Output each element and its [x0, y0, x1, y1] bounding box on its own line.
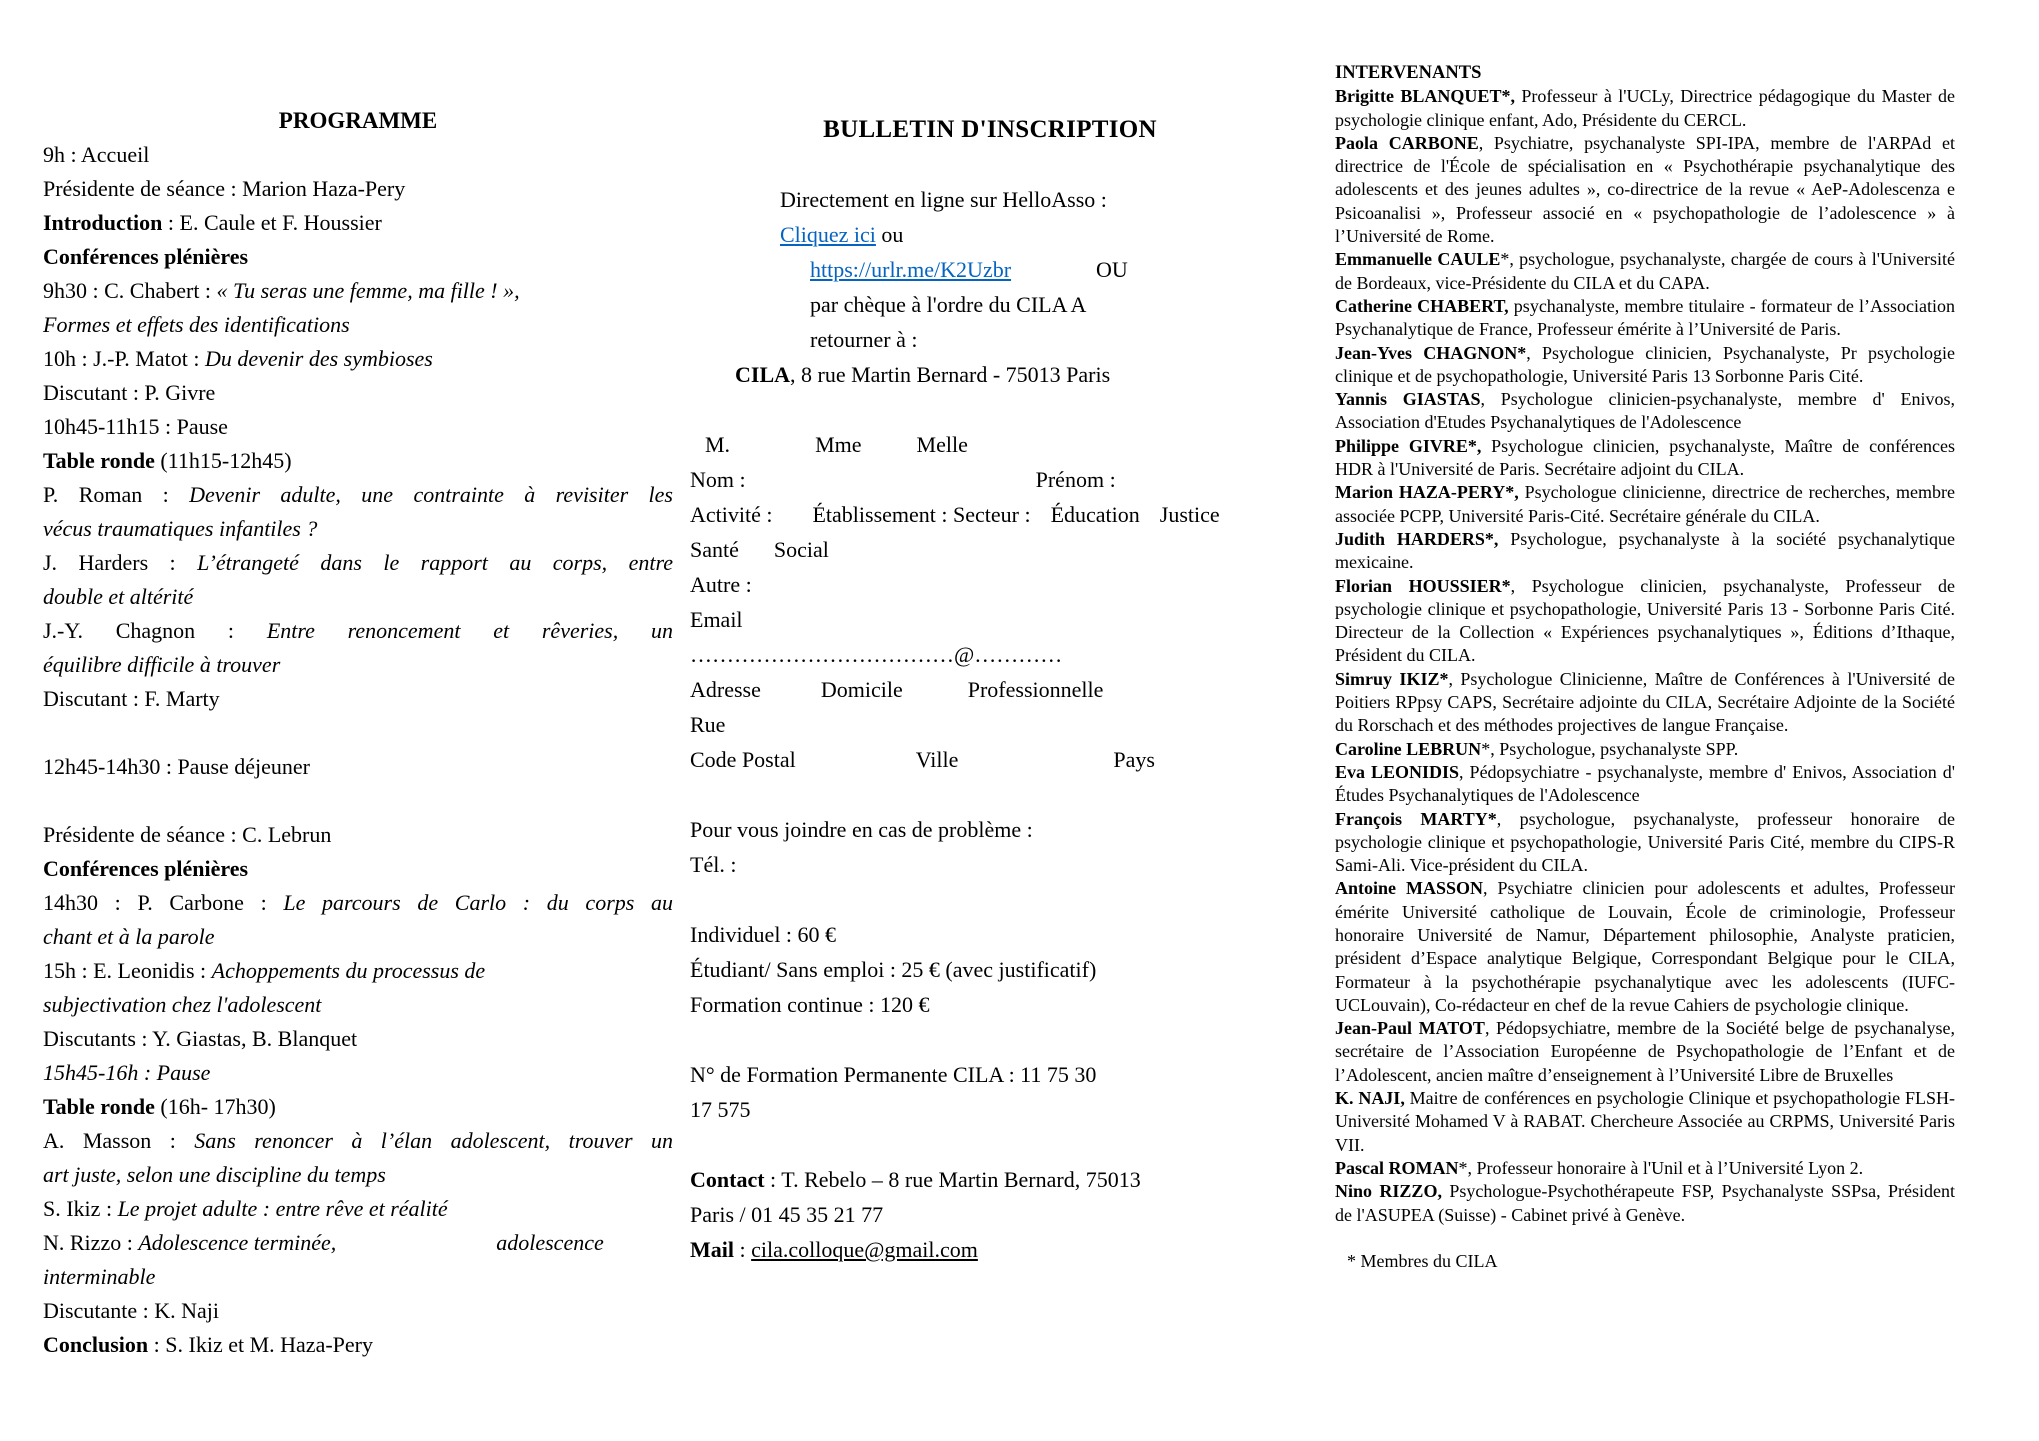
text-line	[1335, 738, 1955, 761]
field-label-tel: Tél. :	[690, 852, 737, 877]
text-line	[1335, 1180, 1955, 1227]
text-line	[1335, 248, 1955, 295]
text-run: , 8 rue Martin Bernard - 75013 Paris	[790, 362, 1111, 387]
text-run: 9h30 : C. Chabert :	[43, 278, 217, 303]
registration-url-link[interactable]: https://urlr.me/K2Uzbr	[810, 257, 1012, 282]
text-run: Pays	[1113, 747, 1155, 772]
text-run: , Pédopsychiatre, membre de la Société belge de psychanalyse, secrétaire de l’Association Européenne de Psychopathologie de l’Enfant et de l’Adolescent, ancien maître d’enseignement à l’Université Libre de Bruxelles	[1335, 1018, 1955, 1085]
civility-mme: Mme	[815, 432, 862, 457]
text-run: équilibre difficile à trouver	[43, 652, 281, 677]
text-run: Justice	[1159, 502, 1220, 527]
text-line	[690, 497, 1290, 532]
text-line	[1335, 575, 1955, 668]
text-line	[43, 988, 673, 1022]
text-line	[43, 1328, 673, 1362]
spacer-gap	[903, 696, 968, 697]
text-run: Mail	[690, 1237, 734, 1262]
text-run: , Pédopsychiatre - psychanalyste, membre d' Enivos, Association d' Études Psychanalytiques de l'Adolescence	[1335, 761, 1955, 806]
cila-members-footnote: * Membres du CILA	[1347, 1251, 1498, 1272]
text-run: Sans renoncer à l’élan adolescent, trouver un	[194, 1128, 673, 1153]
spacer-gap	[1140, 521, 1160, 522]
field-label-activite: Activité :	[690, 502, 773, 527]
text-run: Table ronde	[43, 448, 155, 473]
text-run: Santé	[690, 537, 739, 562]
text-run: Pascal ROMAN	[1335, 1157, 1459, 1178]
speakers-title: INTERVENANTS	[1335, 63, 1482, 83]
text-run: Discutants : Y. Giastas, B. Blanquet	[43, 1026, 358, 1051]
registration-column	[690, 112, 1290, 1267]
text-line	[43, 1056, 673, 1090]
text-run: Domicile	[820, 677, 903, 702]
text-run: Table ronde	[43, 1094, 155, 1119]
text-run: *, Psychologue, psychanalyste SPP.	[1481, 738, 1739, 759]
text-run: , Psychologue clinicien, psychanalyste, Professeur de psychologie clinique et psychopathologie, Université Paris 13 - Sorbonne Paris Cité. Directeur de la Collection « Expériences psychanalytiques », Éditions d’Ithaque, Président du CILA.	[1335, 575, 1955, 666]
text-run: Judith HARDERS*,	[1335, 528, 1499, 549]
text-run: François MARTY*	[1335, 808, 1497, 829]
text-line	[1335, 1087, 1955, 1157]
text-run: Paris / 01 45 35 21 77	[690, 1202, 884, 1227]
text-run: , psychologue, psychanalyste, professeur honoraire de psychologie clinique et psychopathologie, Université Paris Cité, membre du CIPS-R Sami-Ali. Vice-président du CILA.	[1335, 808, 1955, 876]
text-line	[43, 818, 673, 852]
text-run: Adresse	[690, 677, 761, 702]
text-line	[43, 172, 673, 206]
blank-line	[690, 1127, 1290, 1162]
text-line	[1335, 1250, 1955, 1273]
blank-line	[690, 882, 1290, 917]
text-run: Conclusion	[43, 1332, 149, 1357]
text-run: adolescence	[496, 1230, 604, 1255]
text-run: Discutante : K. Naji	[43, 1298, 219, 1323]
registration-lines	[690, 147, 1290, 1267]
text-run: 9h : Accueil	[43, 142, 150, 167]
text-line	[690, 1197, 1290, 1232]
text-line	[43, 648, 673, 682]
text-run: A. Masson :	[43, 1128, 195, 1153]
spacer-gap	[796, 766, 916, 767]
price-etudiant: Étudiant/ Sans emploi : 25 € (avec justificatif)	[690, 957, 1097, 982]
text-run: Psychologue, psychanalyste à la société psychanalytique mexicaine.	[1335, 528, 1956, 573]
text-run: Conférences plénières	[43, 856, 249, 881]
text-run: subjectivation chez l'adolescent	[43, 992, 322, 1017]
text-line	[43, 410, 673, 444]
text-run: Paola CARBONE	[1335, 132, 1479, 153]
text-run: N° de Formation Permanente CILA : 11 75 30	[690, 1062, 1097, 1087]
text-run: 15h45-16h : Pause	[43, 1060, 211, 1085]
text-line	[43, 580, 673, 614]
text-line	[690, 357, 1290, 392]
text-run: Yannis GIASTAS	[1335, 389, 1481, 410]
text-run: K. NAJI,	[1335, 1088, 1405, 1109]
text-line	[690, 217, 1290, 252]
text-line	[1335, 388, 1955, 435]
text-run: Introduction	[43, 210, 163, 235]
text-run: Le projet adulte : entre rêve et réalité	[117, 1196, 448, 1221]
text-run: :	[734, 1237, 752, 1262]
text-line	[43, 308, 673, 342]
text-line	[43, 240, 673, 274]
text-line	[1335, 481, 1955, 528]
contact-email-link[interactable]: cila.colloque@gmail.com	[751, 1237, 978, 1262]
text-run: Florian HOUSSIER*	[1335, 575, 1511, 596]
text-run: *, Professeur honoraire à l'Unil et à l’Université Lyon 2.	[1458, 1157, 1864, 1178]
text-line	[43, 1124, 673, 1158]
field-label-rue: Rue	[690, 712, 726, 737]
text-run: Jean-Paul MATOT	[1335, 1018, 1485, 1039]
text-run: Adolescence terminée,	[138, 1230, 337, 1255]
text-run: Emmanuelle CAULE	[1335, 249, 1501, 270]
text-run: Devenir adulte, une contrainte à revisiter les	[189, 482, 673, 507]
text-run: (16h- 17h30)	[154, 1094, 276, 1119]
spacer-gap	[336, 1249, 496, 1250]
text-run: Discutant : P. Givre	[43, 380, 216, 405]
spacer-gap	[958, 766, 1113, 767]
text-line	[43, 274, 673, 308]
text-run: 14h30 : P. Carbone :	[43, 890, 284, 915]
text-run: 10h : J.-P. Matot :	[43, 346, 205, 371]
speakers-lines	[1335, 85, 1955, 1273]
text-line	[43, 478, 673, 512]
text-line	[690, 952, 1290, 987]
text-run: psychanalyste, membre titulaire - formateur de l’Association Psychanalytique de France, Professeur émérite à l’Université de Paris.	[1335, 295, 1955, 340]
program-column	[43, 104, 673, 1362]
text-line	[690, 1162, 1290, 1197]
text-run: , Psychiatre, psychanalyste SPI-IPA, membre de l'ARPAd et directrice de l'École de spécialisation en « Psychothérapie psychanalytique des adolescents et des jeunes adultes », co-directrice de la revue « AeP-Adolescenza e Psicoanalisi », Professeur associé en « psychopathologie de l’adolescence » à l’Université de Rome.	[1335, 132, 1955, 247]
text-line	[690, 812, 1290, 847]
registration-title: BULLETIN D'INSCRIPTION	[823, 116, 1157, 143]
text-line	[690, 252, 1290, 287]
text-run: Le parcours de Carlo : du corps au	[283, 890, 673, 915]
text-run: Antoine MASSON	[1335, 878, 1484, 899]
text-run: Jean-Yves CHAGNON*	[1335, 342, 1527, 363]
spacer-gap	[862, 451, 917, 452]
spacer-gap	[1011, 276, 1096, 277]
text-run: Marion HAZA-PERY*,	[1335, 482, 1519, 503]
blank-line	[43, 716, 673, 750]
text-run: Caroline LEBRUN	[1335, 738, 1482, 759]
text-run: 12h45-14h30 : Pause déjeuner	[43, 754, 310, 779]
text-line	[1335, 85, 1955, 132]
text-run: ou	[875, 222, 904, 247]
text-line	[690, 637, 1290, 672]
text-line	[1335, 295, 1955, 342]
text-line	[690, 532, 1290, 567]
text-run: Présidente de séance : C. Lebrun	[43, 822, 332, 847]
text-run: J.-Y. Chagnon :	[43, 618, 267, 643]
text-line	[690, 287, 1290, 322]
text-line	[690, 672, 1290, 707]
text-run: N. Rizzo :	[43, 1230, 139, 1255]
spacer-gap	[746, 486, 1036, 487]
text-run: Du devenir des symbioses	[204, 346, 433, 371]
text-run: Maitre de conférences en psychologie Clinique et psychopathologie FLSH-Université Mohamed V à RABAT. Chercheure Associée au CRPMS, Université Paris VII.	[1335, 1088, 1955, 1155]
text-run: 17 575	[690, 1097, 751, 1122]
text-run: 15h : E. Leonidis :	[43, 958, 212, 983]
text-line	[690, 847, 1290, 882]
price-individuel: Individuel : 60 €	[690, 922, 837, 947]
text-run: Établissement : Secteur :	[812, 502, 1031, 527]
text-run: J. Harders :	[43, 550, 198, 575]
text-run: : E. Caule et F. Houssier	[162, 210, 382, 235]
text-run: L’étrangeté dans le rapport au corps, entre	[197, 550, 673, 575]
helloasso-link[interactable]: Cliquez ici	[780, 222, 876, 247]
text-line	[1335, 761, 1955, 808]
text-line	[43, 1294, 673, 1328]
civility-m: M.	[705, 432, 731, 457]
text-line	[43, 682, 673, 716]
text-line	[43, 376, 673, 410]
text-line	[1335, 668, 1955, 738]
text-line	[43, 1260, 673, 1294]
text-run: Psychologue clinicienne, directrice de recherches, membre associée PCPP, Université Paris-Cité. Secrétaire générale du CILA.	[1335, 482, 1955, 526]
text-line	[690, 567, 1290, 602]
text-run: Présidente de séance : Marion Haza-Pery	[43, 176, 406, 201]
text-run: Contact	[690, 1167, 765, 1192]
text-run: Professionnelle	[967, 677, 1104, 702]
text-line	[1335, 877, 1955, 1017]
field-label-autre: Autre :	[690, 572, 752, 597]
text-run: Achoppements du processus de	[211, 958, 486, 983]
text-line	[690, 462, 1290, 497]
text-line	[690, 742, 1290, 777]
blank-line	[690, 392, 1290, 427]
text-line	[43, 1022, 673, 1056]
text-run: Pour vous joindre en cas de problème :	[690, 817, 1033, 842]
text-line	[1335, 1157, 1955, 1180]
text-run: « Tu seras une femme, ma fille ! »,	[216, 278, 520, 303]
text-line	[1335, 1017, 1955, 1087]
text-run: CILA	[735, 362, 791, 387]
text-line	[1335, 342, 1955, 389]
text-run: Philippe GIVRE*,	[1335, 435, 1482, 456]
text-line	[1335, 435, 1955, 482]
field-label-nom: Nom :	[690, 467, 746, 492]
text-run: , Psychologue clinicien, Psychanalyste, Pr psychologie clinique et de psychopathologie, Université Paris 13 Sorbonne Paris Cité.	[1335, 342, 1956, 386]
text-run: Brigitte BLANQUET*,	[1335, 86, 1515, 107]
field-label-email: Email	[690, 607, 743, 632]
text-line	[690, 1232, 1290, 1267]
text-run: S. Ikiz :	[43, 1196, 118, 1221]
text-run: 10h45-11h15 : Pause	[43, 414, 228, 439]
blank-line	[690, 777, 1290, 812]
text-run: Directement en ligne sur HelloAsso :	[780, 187, 1107, 212]
text-run: (11h15-12h45)	[154, 448, 292, 473]
text-run: Psychologue-Psychothérapeute FSP, Psychanalyste SSPsa, Président de l'ASUPEA (Suisse) - Cabinet privé à Genève.	[1335, 1181, 1956, 1225]
text-line	[690, 182, 1290, 217]
text-line	[43, 512, 673, 546]
text-line	[690, 707, 1290, 742]
text-line	[43, 1192, 673, 1226]
text-run: Éducation	[1050, 502, 1140, 527]
text-run: Eva LEONIDIS	[1335, 761, 1460, 782]
text-run: *, psychologue, psychanalyste, chargée de cours à l'Université de Bordeaux, vice-Présidente du CILA et du CAPA.	[1335, 249, 1955, 293]
text-run: Catherine CHABERT,	[1335, 295, 1509, 316]
text-line	[1335, 132, 1955, 248]
text-run: Psychologue clinicien, psychanalyste, Maître de conférences HDR à l'Université de Paris. Secrétaire adjoint du CILA.	[1335, 435, 1956, 480]
text-line	[43, 886, 673, 920]
text-run: art juste, selon une discipline du temps	[43, 1162, 386, 1187]
blank-line	[1335, 1227, 1955, 1250]
spacer-gap	[772, 521, 812, 522]
text-run: : T. Rebelo – 8 rue Martin Bernard, 75013	[764, 1167, 1141, 1192]
civility-melle: Melle	[916, 432, 968, 457]
field-label-prenom: Prénom :	[1035, 467, 1116, 492]
price-formation: Formation continue : 120 €	[690, 992, 930, 1017]
text-line	[43, 1158, 673, 1192]
text-run: par chèque à l'ordre du CILA A	[810, 292, 1087, 317]
text-line	[43, 920, 673, 954]
text-run: Nino RIZZO,	[1335, 1181, 1442, 1202]
text-run: chant et à la parole	[43, 924, 215, 949]
text-line	[690, 1092, 1290, 1127]
program-lines	[43, 138, 673, 1362]
text-run: Discutant : F. Marty	[43, 686, 220, 711]
blank-line	[690, 1022, 1290, 1057]
speakers-column	[1335, 62, 1955, 1273]
text-line	[690, 322, 1290, 357]
text-line	[43, 342, 673, 376]
text-line	[43, 750, 673, 784]
text-line	[690, 427, 1290, 462]
email-dotted-line: ………………………………@…………	[690, 642, 1063, 667]
text-run: interminable	[43, 1264, 156, 1289]
spacer-gap	[761, 696, 821, 697]
text-run: OU	[1096, 257, 1128, 282]
text-line	[690, 987, 1290, 1022]
text-run: , Psychiatre clinicien pour adolescents et adultes, Professeur émérite Université catholique de Louvain, École de criminologie, Professeur honoraire Université de Namur, Département philosophie, Analyste praticien, président d’Espace analytique Belgique, Correspondant Belgique pour le CILA, Formateur à la psychothérapie psychanalytique avec les adolescents (IUFC-UCLouvain), Co-rédacteur en chef de la revue Cahiers de psychologie clinique.	[1335, 878, 1955, 1015]
text-line	[43, 138, 673, 172]
text-run: Professeur à l'UCLy, Directrice pédagogique du Master de psychologie clinique enfant, Ado, Présidente du CERCL.	[1335, 86, 1955, 130]
text-line	[1335, 808, 1955, 878]
text-run: Code Postal	[690, 747, 796, 772]
text-run: Formes et effets des identifications	[43, 312, 350, 337]
program-title: PROGRAMME	[278, 108, 438, 133]
text-run: : S. Ikiz et M. Haza-Pery	[148, 1332, 373, 1357]
text-line	[43, 614, 673, 648]
text-line	[43, 954, 673, 988]
text-run: Social	[773, 537, 829, 562]
text-line	[690, 1057, 1290, 1092]
text-line	[43, 1090, 673, 1124]
text-line	[43, 546, 673, 580]
text-run: Simruy IKIZ*	[1335, 668, 1449, 689]
spacer-gap	[730, 451, 815, 452]
text-run: Conférences plénières	[43, 244, 249, 269]
text-line	[43, 852, 673, 886]
text-run: , Psychologue clinicien-psychanalyste, membre d' Enivos, Association d'Etudes Psychanalytiques de l'Adolescence	[1335, 389, 1955, 433]
blank-line	[43, 784, 673, 818]
text-run: Entre renoncement et rêveries, un	[266, 618, 673, 643]
text-run: double et altérité	[43, 584, 194, 609]
text-run: P. Roman :	[43, 482, 190, 507]
text-line	[690, 602, 1290, 637]
text-line	[43, 444, 673, 478]
blank-line	[690, 147, 1290, 182]
text-line	[43, 1226, 673, 1260]
text-run: retourner à :	[810, 327, 918, 352]
text-line	[43, 206, 673, 240]
text-run: vécus traumatiques infantiles ?	[43, 516, 318, 541]
text-run: Ville	[915, 747, 959, 772]
text-line	[690, 917, 1290, 952]
spacer-gap	[1031, 521, 1051, 522]
spacer-gap	[739, 556, 774, 557]
text-line	[1335, 528, 1955, 575]
text-run: , Psychologue Clinicienne, Maître de Conférences à l'Université de Poitiers RPpsy CAPS, Secrétaire adjointe du CILA, Secrétaire Adjointe de la Société du Rorschach et des méthodes projectives de langue Française.	[1335, 668, 1955, 736]
